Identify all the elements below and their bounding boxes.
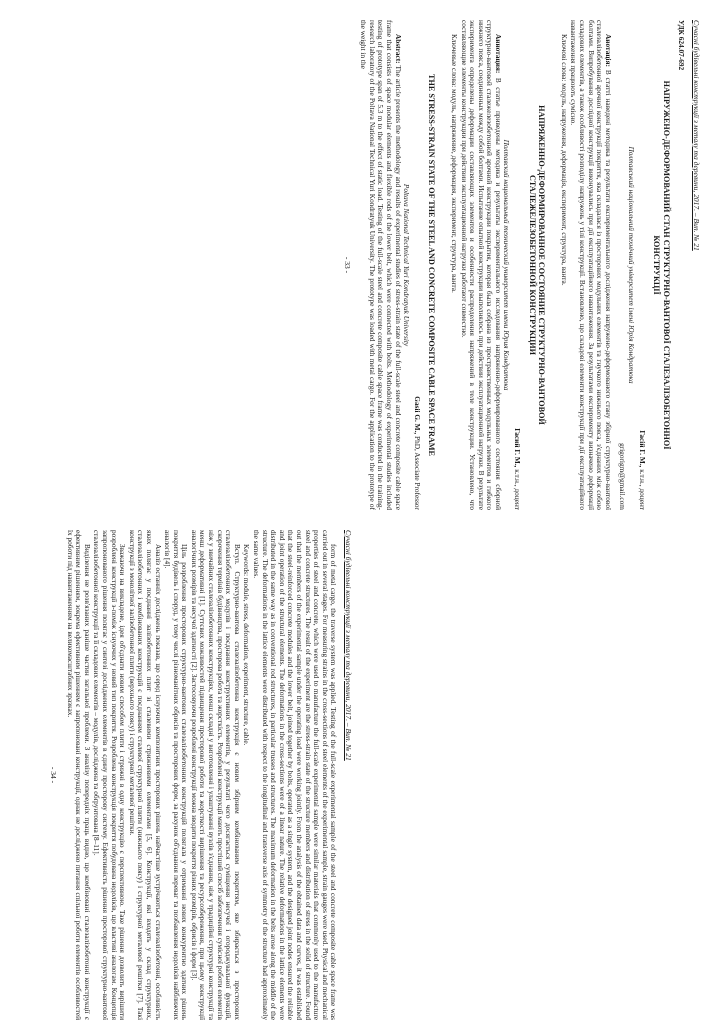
abstract-label: Анотація:	[603, 34, 613, 67]
page-number: - 33 -	[342, 256, 352, 274]
author-name: Гасий Г. М.,	[513, 428, 523, 468]
abstract-ua	[569, 20, 612, 510]
keywords-ua: Ключові слова: модуль, напруження, деформація, експеримент, структура, ванта.	[559, 34, 569, 286]
author-title: к.т.н., доцент	[513, 469, 523, 510]
author-title: к.т.н., доцент	[637, 469, 647, 510]
author-en	[412, 20, 421, 510]
paragraph: Вступ. Структурно-вантова сталезалізобетонна конструкція є новим збірним комбінованим покриттям, яке збирається з просторових сталезалізобетонних модулів і поєднання конструктивних елементів, у результаті чого досягається суміщення несучої і огороджувальної функцій, скорочення термінів будівництва, просторова робота та жорсткість. Розроблені конструкції мають простіший спосіб забезпечення сумісної роботи елементів ніж у звичайних сталезалізобетонних конструкціях, менш складні у виготовленні і улаштуванні вузлів з'єднання, ніж у традиційні структурні конструкції та менш деформативні [1]. Суттєвих можливостей підвищення просторової роботи та жорсткості вирішення та ресурсозбереження, при цьому конструкції аналогічних розмірів та несучої здатності [2]. Застосовуючи розроблені конструкції можна зводити покриття різних розмірів, обрисів і форм [3].	[189, 530, 242, 1020]
paragraph: form of metal cargo, the traverse system was applied. Testing of the full-scale experimental sample of the steel and concrete composite cable space frame was carried out in several stages. For measuring strains in the cross-sections of steel elements of the experimental sample, strain gauges were used. Physical and mechanical properties of steel and concrete, which were used to manufacture the full-scale experimental sample were similar materials that commonly used to the manufacture steel and concrete structures. The result of the experiment are the stress-strain state of the structure members and distribution of stress in the solid of structure. Found out that the members of the experimental sample under the operating load were working jointly. From the analysis of the obtained data and curves, it was established that the steel-reinforced concrete modules and the lower belt, joined together by bolts, operated as a single system, and the designed joint nodes ensured the reliable and joint operation of the structural elements. The deformations in the cross-sections were of a linear nature. The relative deformations in the lattice elements were distributed in the same way as in conventional rod structures, in particular trusses and structures. The maximum deformation in the belts arose along the middle of the structure. The deformations in the lattice elements were distributed with respect to the longitudinal and transverse axis of symmetry of the structure had approximately the same values.	[252, 530, 339, 1020]
abstract-en	[359, 20, 402, 510]
paragraph: Аналіз останніх досліджень показав, що серед існуючих композитних просторових рішень найчастіше зустрічаються сталезалізобетонні, особливість яких полягає у поєднанні залізобетонних плит зі сталевими стрижневими елементами [5, 6]. Конструкції, які входять у склад структурних, сталезалізобетонних і комбінованих конструкцій є поєднанням сталевої структурної плити (нижнього поясу) і структурної металевої решітки [7]. Такі конструкції з монолітної залізобетонної плити (верхнього поясу) і структурної металевої решітки.	[127, 530, 163, 1020]
affiliation-en: Poltava National Technical Yuri Kondratyuk University	[402, 183, 412, 347]
author-name: Гасій Г. М.,	[637, 430, 647, 468]
author-title: PhD, Associate Professor	[412, 436, 422, 510]
abstract-label: Abstract:	[393, 34, 403, 64]
author-ru	[513, 20, 522, 510]
udc-code: УДК 624.07-692	[677, 20, 687, 71]
author-name: Gasii G. M.,	[412, 396, 422, 435]
affiliation-ua: Полтавський національний технічний університет імені Юрія Кондратюка	[627, 146, 637, 384]
right-page	[342, 20, 701, 510]
keywords-ru: Ключевые слова: модуль, напряжение, деформация, эксперимент, структура, ванта.	[449, 34, 459, 293]
abstract-ru	[459, 20, 502, 510]
running-head: Сучасні будівельні конструкції з металу та деревини, 2017. – Вип. № 21	[692, 20, 701, 251]
affiliation-ru: Полтавский национальный технический университет имени Юрия Кондратюка	[502, 139, 512, 391]
abstract-text: В статті наведені методика та результати експериментального дослідження напружено-деформованого стану збірної структурно-вантової сталезалізобетонної арочної конструкції покриття, яка складалася із просторових модульних елементів та гнучкого нижнього пояса, з'єднаних між собою болтами. Випробування дослідної конструкції виконувались при дії експлуатаційного навантаження. За результатами експерименту визначено деформації складових елементів, а також особливості розподілу напружень у тілі конструкції. Встановлено, що складові елементи конструкції при дії експлуатаційного навантаження працюють сумісно.	[569, 20, 613, 510]
page-number: - 34 -	[49, 766, 58, 784]
paragraph: Виділення не розв'язаних раніше частин загальної проблеми. З аналізу попередніх праць видно, що комбіновані сталезалізобетонні конструкції є ефективним рішенням, зокрема ефективним рішенням є запропоновані конструкції, однак не досліджено питання спільної роботи елементів особливостей їх роботи під навантаженням на великомасштабних зразках.	[65, 530, 92, 1020]
left-page	[22, 530, 352, 1020]
abstract-text: The article presents the methodology and results of experimental studies of stress-strain state of the full-scale steel and concrete composite cable space frame that consists of space modular elements and flexible rods of the lower belt, which were connected with bolts. Methodology of experimental studies included testing of prototype span of 5.3 m to the effect of static load. Testing of the full-scale steel and concrete composite cable space frame was conducted in the training-research laboratory of the Poltava National Technical Yuri Kondratyuk University. The prototype was loaded with metal cargo. For the application to the prototype of the weight in the	[359, 20, 403, 510]
article-title-ru: НАПРЯЖЕННО-ДЕФОРМИРОВАННОЕ СОСТОЯНИЕ СТРУКТУРНО-ВАНТОВОЙ СТАЛЕЖЕЛЕЗОБЕТОННОЙ КОНСТРУКЦИИ	[527, 105, 547, 425]
keywords: Keywords: module, stress, deformation, experiment, structure, cable.	[242, 544, 252, 746]
abstract-text: В статье приведены методика и результаты экспериментального исследования напряженно-деформированного состояния сборной структурно-вантовой сталежелезобетонной арочной конструкции покрытия, которая была собрана из пространственных модульных элементов и гибкого нижнего пояса, соединенных между собой болтами. Испытание опытной конструкции выполнялось при действии эксплуатационной нагрузки. В результате эксперимента определены деформации составляющих элементов и особенности распределения напряжений в теле конструкции. Установлено, что составляющие элементы конструкции при действии эксплуатационной нагрузки работают совместно.	[459, 20, 503, 510]
running-head: Сучасні будівельні конструкції з металу та деревини, 2017. – Вип. № 21	[344, 530, 353, 761]
author-ua	[637, 20, 646, 510]
author-email: grigorigm@gmail.com	[618, 443, 628, 510]
paragraph: Ціль розроблення просторових структурно-вантових сталезалізобетонних конструкцій полягала у отриманні нових конкурентно здатних рішень покриття будівель і споруд, у тому числі різноманітних обрисів та просторових форм, за рахунок об'єднання переваг та позбавлення недоліків найближчих аналогів [4].	[163, 530, 190, 1020]
article-title-en: THE STRESS-STRAIN STATE OF THE STEEL AND CONCRETE COMPOSITE CABLE SPACE FRAME	[427, 74, 437, 456]
article-title-ua: НАПРУЖЕНО-ДЕФОРМОВАНИЙ СТАН СТРУКТУРНО-ВАНТОВОЇ СТАЛЕЗАЛІЗОБЕТОННОЇ КОНСТРУКЦІЇ	[652, 80, 671, 450]
paragraph: Зважаючи на викладене, ідея об'єднати новим способом плити і стрижні в одну конструкцію є перспективною. Таке рішення дозволить вирішити розроблені конструкції з-поміж існуючих у новий тип покриття. Розроблена конструкція покриття побудована недоліків, що властиві аналогам. Концепція запропонованого рішення полягає у синтезі досліджених елементів в єдину просторову систему. Ефективність рішення просторової структурно-вантової сталезалізобетонної конструкції та її складових елементів – модулів, досліджена та обґрунтована [8–11].	[92, 530, 128, 1020]
abstract-label: Аннотация:	[493, 34, 503, 74]
